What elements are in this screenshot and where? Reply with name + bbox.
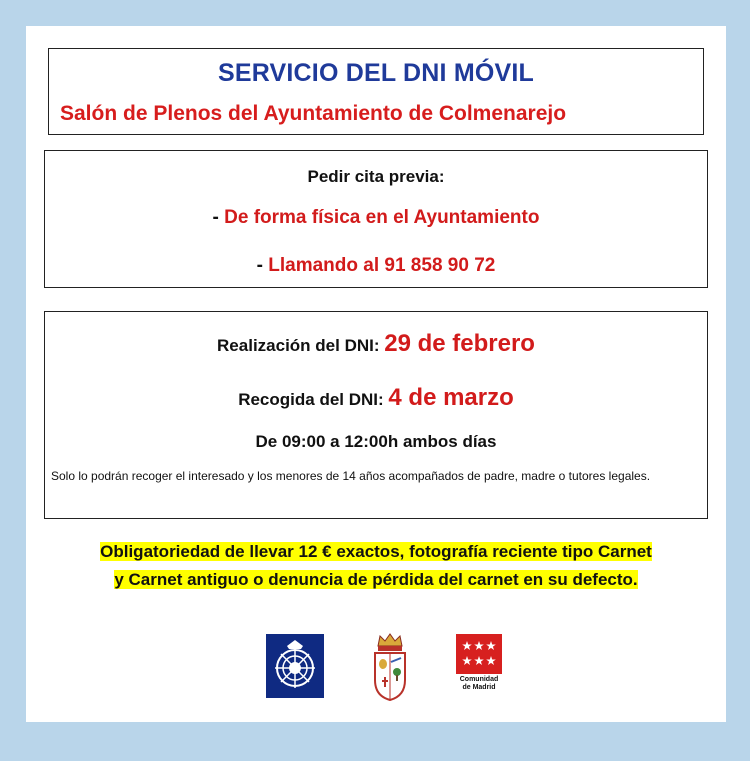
realizacion-row: [45, 330, 707, 358]
phone-text: Llamando al 91 858 90 72: [268, 255, 496, 276]
comunidad-de-madrid-logo-icon: [456, 634, 502, 700]
requirements-line-1: Obligatoriedad de llevar 12 € exactos, fotografía reciente tipo Carnet: [100, 542, 652, 561]
madrid-caption-line-1: Comunidad: [459, 676, 499, 683]
realizacion-date: 29 de febrero: [384, 330, 535, 357]
policia-nacional-emblem-icon: [266, 634, 324, 698]
pickup-note: Solo lo podrán recoger el interesado y los menores de 14 años acompañados de padre, madre o tutores legales.: [51, 469, 651, 483]
in-person-text: De forma física en el Ayuntamiento: [224, 207, 540, 228]
venue-subtitle: Salón de Plenos del Ayuntamiento de Colmenarejo: [60, 102, 567, 125]
requirements-line-2: y Carnet antiguo o denuncia de pérdida del carnet en su defecto.: [114, 570, 638, 589]
poster: [26, 26, 726, 722]
colmenarejo-coat-of-arms-icon: [370, 632, 410, 702]
appointment-heading: Pedir cita previa:: [307, 167, 445, 186]
madrid-caption-line-2: de Madrid: [462, 684, 496, 691]
bullet-dash: -: [212, 207, 225, 228]
appointment-option-in-person: [45, 207, 707, 229]
madrid-caption: [452, 676, 506, 692]
recogida-date: 4 de marzo: [388, 384, 514, 411]
title-box: [48, 48, 704, 135]
dni-dates-box: [44, 311, 708, 519]
requirements-notice: [26, 538, 726, 594]
realizacion-label: Realización del DNI:: [217, 336, 385, 355]
logo-strip: [26, 632, 726, 702]
appointment-option-phone: [45, 255, 707, 277]
page-title: SERVICIO DEL DNI MÓVIL: [217, 59, 535, 87]
recogida-label: Recogida del DNI:: [238, 390, 389, 409]
recogida-row: [45, 384, 707, 412]
bullet-dash: -: [256, 255, 269, 276]
schedule-text: De 09:00 a 12:00h ambos días: [255, 432, 497, 451]
appointment-box: [44, 150, 708, 288]
